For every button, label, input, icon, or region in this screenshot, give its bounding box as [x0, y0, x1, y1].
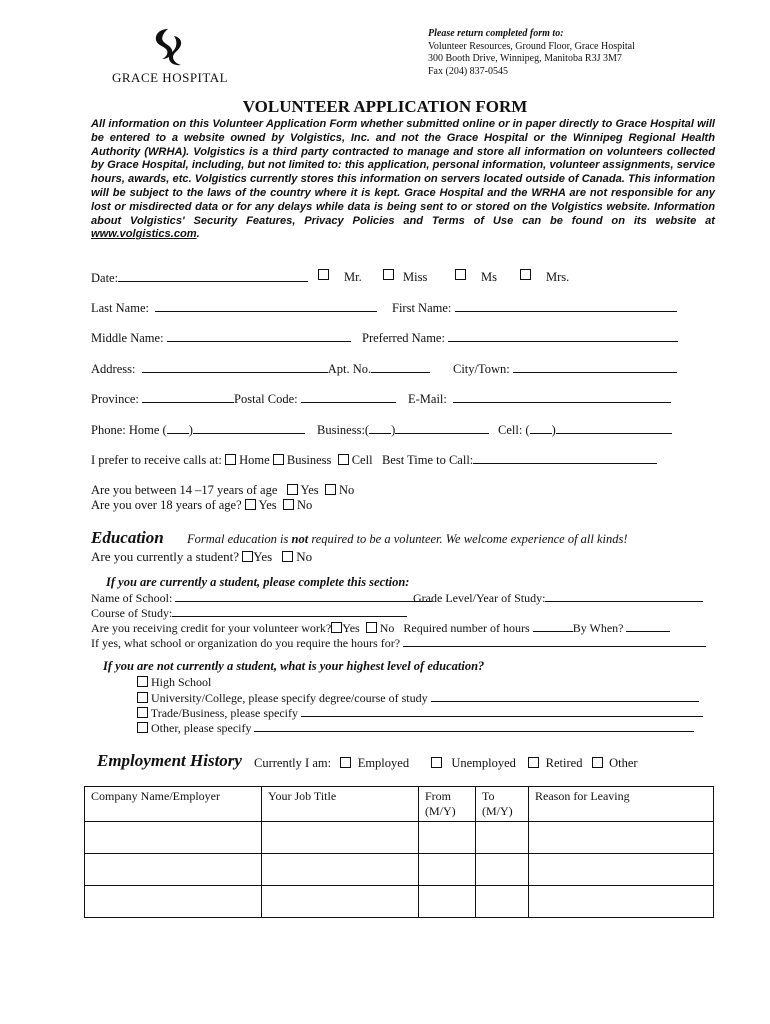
phone-home-area-field[interactable]: [167, 422, 189, 434]
age-14-17-yes-checkbox[interactable]: [287, 484, 298, 495]
middle-name-field[interactable]: [167, 330, 351, 342]
paren: ): [391, 423, 396, 437]
grade-row: [413, 590, 703, 606]
phone-home-row: [91, 422, 305, 438]
province-field[interactable]: [142, 391, 234, 403]
address-label: Address:: [91, 362, 136, 376]
province-label: Province:: [91, 392, 139, 406]
return-title: Please return completed form to:: [428, 28, 564, 39]
employment-heading: Employment History: [97, 751, 242, 770]
first-name-field[interactable]: [455, 300, 677, 312]
age-14-17-no-checkbox[interactable]: [325, 484, 336, 495]
no-label: No: [339, 483, 355, 497]
grace-hospital-logo: [146, 26, 188, 68]
preferred-name-field[interactable]: [448, 330, 678, 342]
student-question-row: [91, 549, 312, 565]
credit-yes-checkbox[interactable]: [331, 622, 342, 633]
age-18-yes-checkbox[interactable]: [245, 499, 256, 510]
non-student-heading: If you are not currently a student, what is your highest level of education?: [103, 659, 485, 673]
address-field[interactable]: [142, 361, 328, 373]
education-heading: Education: [91, 528, 164, 547]
province-row: [91, 391, 396, 407]
yes-label: Yes: [342, 621, 360, 635]
call-cell-checkbox[interactable]: [338, 454, 349, 465]
university-label: University/College, please specify degree/course of study: [151, 691, 428, 705]
phone-business-row: [317, 422, 489, 438]
phone-cell-field[interactable]: [556, 422, 672, 434]
city-row: [453, 361, 677, 377]
age-18-label: Are you over 18 years of age?: [91, 498, 242, 512]
privacy-notice: [91, 118, 715, 242]
retired-checkbox[interactable]: [528, 757, 539, 768]
table-cell[interactable]: [262, 886, 419, 918]
table-cell[interactable]: [476, 854, 529, 886]
call-business-label: Business: [286, 453, 332, 467]
last-name-label: Last Name:: [91, 301, 149, 315]
course-field[interactable]: [172, 605, 407, 617]
level-high-school: [137, 675, 211, 690]
apt-field[interactable]: [371, 361, 430, 373]
age-14-17-label: Are you between 14 –17 years of age: [91, 483, 278, 497]
table-cell[interactable]: [419, 854, 476, 886]
trade-label: Trade/Business, please specify: [150, 706, 298, 720]
apt-label: Apt. No.: [327, 362, 372, 376]
postal-code-label: Postal Code:: [234, 392, 298, 406]
title-mr-label: Mr.: [344, 270, 362, 284]
grade-field[interactable]: [545, 590, 703, 602]
other-education-label: Other, please specify: [151, 721, 252, 735]
return-line: Volunteer Resources, Ground Floor, Grace Hospital: [428, 40, 635, 52]
table-cell[interactable]: [476, 886, 529, 918]
no-label: No: [379, 621, 395, 635]
preferred-name-row: [362, 330, 678, 346]
currently-label: Currently I am:: [254, 756, 332, 770]
student-no-checkbox[interactable]: [282, 551, 293, 562]
phone-cell-area-field[interactable]: [530, 422, 552, 434]
student-section-heading: If you are currently a student, please complete this section:: [106, 575, 410, 589]
other-employment-label: Other: [609, 756, 638, 770]
col-to-label: To: [482, 789, 495, 803]
table-cell[interactable]: [262, 822, 419, 854]
return-address-block: [428, 28, 635, 78]
table-cell[interactable]: [85, 822, 262, 854]
middle-name-label: Middle Name:: [91, 331, 164, 345]
email-label: E-Mail:: [408, 392, 447, 406]
call-cell-label: Cell: [351, 453, 373, 467]
unemployed-label: Unemployed: [451, 756, 516, 770]
school-field[interactable]: [175, 590, 432, 602]
table-row: [85, 822, 714, 854]
phone-business-area-field[interactable]: [369, 422, 391, 434]
col-company: Company Name/Employer: [85, 787, 262, 822]
course-row: [91, 605, 407, 621]
col-reason: Reason for Leaving: [529, 787, 714, 822]
grade-label: Grade Level/Year of Study:: [413, 591, 546, 605]
table-cell[interactable]: [529, 886, 714, 918]
retired-label: Retired: [545, 756, 583, 770]
no-label: No: [297, 498, 313, 512]
postal-code-field[interactable]: [301, 391, 396, 403]
return-line: Fax (204) 837-0545: [428, 65, 508, 77]
table-cell[interactable]: [262, 854, 419, 886]
volgistics-link[interactable]: www.volgistics.com: [91, 228, 197, 241]
last-name-field[interactable]: [155, 300, 377, 312]
form-title: VOLUNTEER APPLICATION FORM: [242, 97, 528, 116]
best-time-field[interactable]: [473, 452, 657, 464]
age-18-row: [91, 498, 312, 513]
trade-field[interactable]: [301, 705, 703, 717]
table-cell[interactable]: [85, 854, 262, 886]
other-employment-checkbox[interactable]: [592, 757, 603, 768]
phone-business-field[interactable]: [395, 422, 489, 434]
level-other: [137, 720, 694, 736]
paren: ): [551, 423, 556, 437]
call-business-checkbox[interactable]: [273, 454, 284, 465]
email-field[interactable]: [453, 391, 671, 403]
yes-label: Yes: [258, 498, 277, 512]
city-field[interactable]: [513, 361, 677, 373]
no-label: No: [296, 549, 313, 564]
credit-row: [91, 620, 670, 636]
table-cell[interactable]: [419, 822, 476, 854]
email-row: [408, 391, 671, 407]
call-preference-row: [91, 452, 657, 468]
other-education-field[interactable]: [254, 720, 694, 732]
table-header-row: [85, 787, 714, 822]
first-name-label: First Name:: [392, 301, 452, 315]
age-14-17-row: [91, 483, 354, 498]
level-university: [137, 690, 699, 706]
university-field[interactable]: [431, 690, 699, 702]
education-note: [187, 532, 628, 547]
title-miss-checkbox[interactable]: [383, 269, 394, 280]
title-mr-checkbox[interactable]: [318, 269, 329, 280]
course-label: Course of Study:: [91, 606, 173, 620]
col-to-format: (M/Y): [482, 804, 513, 818]
employment-history-table: [84, 786, 714, 918]
school-row: [91, 590, 432, 606]
paren: ): [188, 423, 193, 437]
date-field[interactable]: [118, 270, 308, 282]
return-line: 300 Booth Drive, Winnipeg, Manitoba R3J 3M7: [428, 53, 622, 64]
city-label: City/Town:: [453, 362, 510, 376]
age-18-no-checkbox[interactable]: [283, 499, 294, 510]
yes-label: Yes: [300, 483, 319, 497]
yes-label: Yes: [253, 549, 273, 564]
employment-status-row: [254, 756, 638, 771]
middle-name-row: [91, 330, 351, 346]
table-row: [85, 854, 714, 886]
credit-no-checkbox[interactable]: [366, 622, 377, 633]
other-education-checkbox[interactable]: [137, 722, 148, 733]
table-cell[interactable]: [529, 822, 714, 854]
table-cell[interactable]: [419, 886, 476, 918]
unemployed-checkbox[interactable]: [431, 757, 442, 768]
title-ms-checkbox[interactable]: [455, 269, 466, 280]
education-note-not: not: [291, 532, 309, 546]
preferred-name-label: Preferred Name:: [362, 331, 445, 345]
date-row: [91, 270, 308, 286]
logo-text: GRACE HOSPITAL: [112, 70, 229, 85]
col-from: [419, 787, 476, 822]
call-preference-label: I prefer to receive calls at:: [91, 453, 222, 467]
hours-required-label: Required number of hours: [403, 621, 530, 635]
date-label: Date:: [91, 271, 119, 285]
which-school-field[interactable]: [403, 635, 706, 647]
by-when-label: By When?: [572, 621, 624, 635]
privacy-notice-text: All information on this Volunteer Application Form whether submitted online or in paper directly to Grace Hospital will be entered to a website owned by Volgistics, Inc. and not the Grace Hospital or the Winnipeg Regional Health Authority (WRHA). Volgistics is a third party contracted to manage and store all information on volunteers collected by Grace Hospital, including, but not limited to: this application, personal information, volunteer assignments, service hours, awards, etc. Volgistics currently stores this information on servers located outside of Canada. This information will be subject to the laws of the country where it is kept. Grace Hospital and the WRHA are not responsible for any lost or misdirected data or for any delays while data is being sent to or stored on the Volgistics website. Information about Volgistics' Security Features, Privacy Policies and Terms of Use can be found on its website at: [91, 118, 715, 227]
high-school-label: High School: [151, 675, 212, 689]
school-label: Name of School:: [91, 591, 173, 605]
col-to: [476, 787, 529, 822]
student-yes-checkbox[interactable]: [242, 551, 253, 562]
col-job-title: Your Job Title: [262, 787, 419, 822]
address-row: [91, 361, 430, 377]
phone-cell-label: Cell: (: [498, 423, 530, 437]
last-name-row: [91, 300, 377, 316]
call-home-checkbox[interactable]: [225, 454, 236, 465]
employed-label: Employed: [357, 756, 410, 770]
phone-home-label: Phone: Home (: [91, 423, 167, 437]
phone-home-field[interactable]: [193, 422, 305, 434]
phone-business-label: Business:(: [317, 423, 370, 437]
high-school-checkbox[interactable]: [137, 676, 148, 687]
best-time-label: Best Time to Call:: [381, 453, 474, 467]
credit-question-label: Are you receiving credit for your volunteer work?: [91, 621, 332, 635]
call-home-label: Home: [239, 453, 270, 467]
table-cell[interactable]: [529, 854, 714, 886]
first-name-row: [392, 300, 677, 316]
title-mrs-label: Mrs.: [546, 270, 570, 284]
university-checkbox[interactable]: [137, 692, 148, 703]
trade-checkbox[interactable]: [137, 707, 148, 718]
privacy-notice-end: .: [196, 228, 200, 241]
title-ms-label: Ms: [481, 270, 497, 284]
which-school-label: If yes, what school or organization do you require the hours for?: [91, 636, 401, 650]
phone-cell-row: [498, 422, 672, 438]
hours-required-field[interactable]: [533, 620, 573, 632]
col-from-format: (M/Y): [425, 804, 456, 818]
by-when-field[interactable]: [626, 620, 670, 632]
col-from-label: From: [425, 789, 452, 803]
title-miss-label: Miss: [403, 270, 428, 284]
employed-checkbox[interactable]: [340, 757, 351, 768]
student-question-label: Are you currently a student?: [91, 549, 240, 564]
education-note-a: Formal education is: [187, 532, 289, 546]
which-school-row: [91, 635, 706, 651]
title-mrs-checkbox[interactable]: [520, 269, 531, 280]
level-trade: [137, 705, 703, 721]
table-cell[interactable]: [476, 822, 529, 854]
table-row: [85, 886, 714, 918]
table-cell[interactable]: [85, 886, 262, 918]
education-note-b: required to be a volunteer. We welcome experience of all kinds!: [311, 532, 628, 546]
